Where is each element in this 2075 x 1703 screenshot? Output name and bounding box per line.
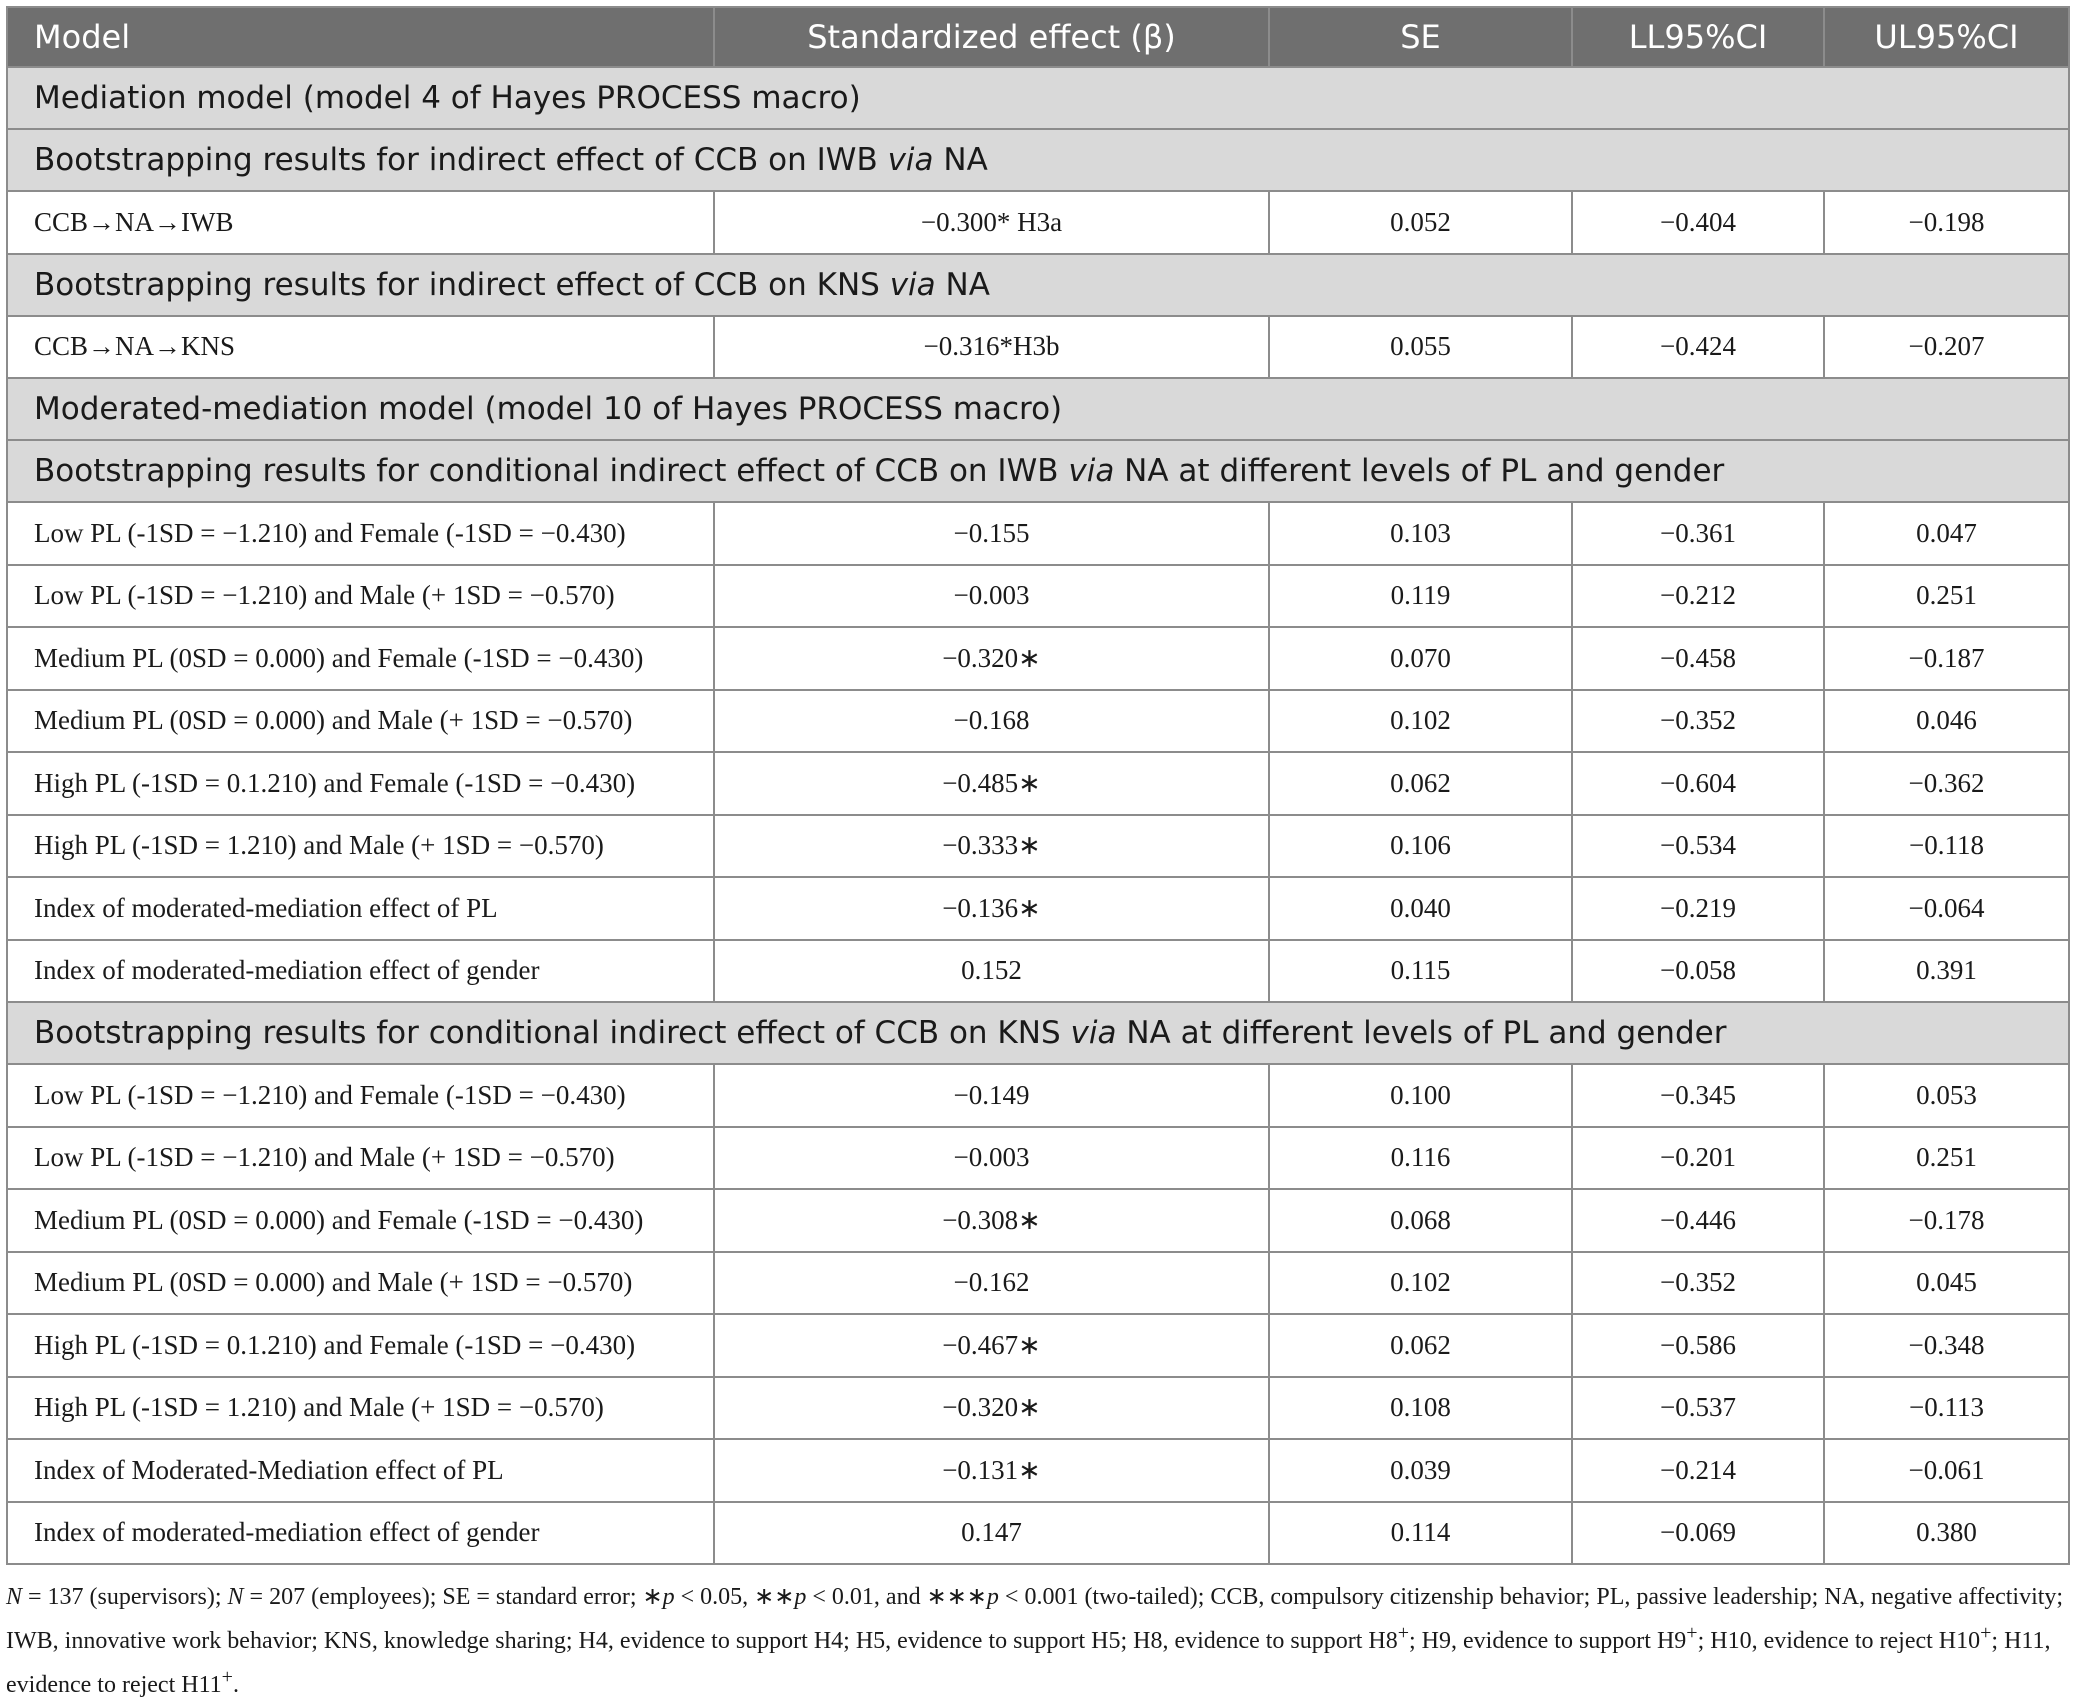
table-row <box>7 1189 2069 1252</box>
cell-standardized-effect: 0.152 <box>714 940 1269 1003</box>
cell-ul95ci: −0.348 <box>1824 1314 2069 1377</box>
column-header-ul95ci: UL95%CI <box>1824 7 2069 67</box>
cell-se: 0.116 <box>1269 1127 1572 1190</box>
cell-ll95ci: −0.058 <box>1572 940 1824 1003</box>
section-title-italic: via <box>1068 453 1115 489</box>
cell-model: Medium PL (0SD = 0.000) and Female (-1SD = −0.430) <box>7 1189 714 1252</box>
cell-ul95ci: −0.064 <box>1824 877 2069 940</box>
cell-model: Low PL (-1SD = −1.210) and Male (+ 1SD = −0.570) <box>7 1127 714 1190</box>
cell-standardized-effect: −0.003 <box>714 565 1269 628</box>
footnote-p-symbol-2: p <box>794 1584 807 1610</box>
cell-model: High PL (-1SD = 1.210) and Male (+ 1SD = −0.570) <box>7 1377 714 1440</box>
table-row <box>7 191 2069 254</box>
cell-model: CCB→NA→KNS <box>7 316 714 379</box>
table-row <box>7 1377 2069 1440</box>
section-title-text: Bootstrapping results for indirect effect of CCB on IWB <box>34 142 888 178</box>
cell-standardized-effect: −0.485∗ <box>714 752 1269 815</box>
cell-ul95ci: −0.113 <box>1824 1377 2069 1440</box>
cell-se: 0.119 <box>1269 565 1572 628</box>
cell-standardized-effect: −0.467∗ <box>714 1314 1269 1377</box>
cell-se: 0.114 <box>1269 1502 1572 1565</box>
table-row <box>7 877 2069 940</box>
cell-model: Low PL (-1SD = −1.210) and Female (-1SD = −0.430) <box>7 502 714 565</box>
table-row <box>7 752 2069 815</box>
table-row <box>7 690 2069 753</box>
cell-standardized-effect: −0.320∗ <box>714 1377 1269 1440</box>
cell-standardized-effect: −0.131∗ <box>714 1439 1269 1502</box>
cell-ul95ci: −0.178 <box>1824 1189 2069 1252</box>
table-footnote <box>6 1579 2068 1703</box>
cell-se: 0.039 <box>1269 1439 1572 1502</box>
cell-se: 0.062 <box>1269 752 1572 815</box>
cell-ul95ci: −0.207 <box>1824 316 2069 379</box>
section-title <box>7 440 2069 502</box>
cell-standardized-effect: −0.320∗ <box>714 627 1269 690</box>
cell-model: High PL (-1SD = 0.1.210) and Female (-1SD = −0.430) <box>7 752 714 815</box>
cell-model: Index of Moderated-Mediation effect of PL <box>7 1439 714 1502</box>
section-title <box>7 378 2069 440</box>
results-table <box>6 6 2070 1565</box>
cell-ul95ci: −0.061 <box>1824 1439 2069 1502</box>
cell-se: 0.068 <box>1269 1189 1572 1252</box>
cell-standardized-effect: −0.162 <box>714 1252 1269 1315</box>
cell-standardized-effect: −0.136∗ <box>714 877 1269 940</box>
section-title-text: NA at different levels of PL and gender <box>1116 1015 1727 1051</box>
footnote-n-symbol-2: N <box>227 1584 244 1610</box>
footnote-end: . <box>232 1672 239 1698</box>
column-header-standardized-effect: Standardized effect (β) <box>714 7 1269 67</box>
table-row <box>7 565 2069 628</box>
footnote-plus-4: + <box>221 1666 233 1688</box>
cell-se: 0.108 <box>1269 1377 1572 1440</box>
table-row <box>7 940 2069 1003</box>
cell-se: 0.040 <box>1269 877 1572 940</box>
footnote-h9: ; H9, evidence to support H9 <box>1409 1628 1687 1654</box>
cell-ll95ci: −0.352 <box>1572 690 1824 753</box>
cell-ll95ci: −0.424 <box>1572 316 1824 379</box>
cell-ll95ci: −0.458 <box>1572 627 1824 690</box>
cell-standardized-effect: 0.147 <box>714 1502 1269 1565</box>
cell-ul95ci: −0.362 <box>1824 752 2069 815</box>
section-header-row <box>7 1002 2069 1064</box>
column-header-ll95ci: LL95%CI <box>1572 7 1824 67</box>
cell-se: 0.062 <box>1269 1314 1572 1377</box>
cell-ll95ci: −0.534 <box>1572 815 1824 878</box>
cell-se: 0.103 <box>1269 502 1572 565</box>
section-title-text: Bootstrapping results for indirect effect of CCB on KNS <box>34 266 890 303</box>
cell-model: Medium PL (0SD = 0.000) and Male (+ 1SD = −0.570) <box>7 690 714 753</box>
footnote-abbreviations: < 0.001 (two-tailed); CCB, compulsory citizenship behavior; PL, passive leadership; NA, negative affectivity; IWB, innovative work behavior; KNS, knowledge sharing; H4, evidence to support H4; H5, evidence to support H5; H8, evidence to support H8 <box>6 1584 2064 1654</box>
table-row <box>7 502 2069 565</box>
cell-ul95ci: 0.391 <box>1824 940 2069 1003</box>
footnote-plus-3: + <box>1980 1622 1992 1644</box>
cell-standardized-effect: −0.149 <box>714 1064 1269 1127</box>
table-row <box>7 1252 2069 1315</box>
cell-standardized-effect: −0.308∗ <box>714 1189 1269 1252</box>
table-row <box>7 316 2069 379</box>
footnote-n-employees: = 207 (employees); SE = standard error; ∗ <box>243 1584 663 1610</box>
cell-ul95ci: 0.046 <box>1824 690 2069 753</box>
cell-standardized-effect: −0.300* H3a <box>714 191 1269 254</box>
footnote-plus-1: + <box>1397 1622 1409 1644</box>
cell-standardized-effect: −0.168 <box>714 690 1269 753</box>
cell-standardized-effect: −0.155 <box>714 502 1269 565</box>
cell-model: Index of moderated-mediation effect of PL <box>7 877 714 940</box>
cell-model: Medium PL (0SD = 0.000) and Female (-1SD = −0.430) <box>7 627 714 690</box>
section-title-text: NA at different levels of PL and gender <box>1114 453 1725 489</box>
cell-ll95ci: −0.604 <box>1572 752 1824 815</box>
cell-model: CCB→NA→IWB <box>7 191 714 254</box>
section-title-italic: via <box>887 142 934 178</box>
section-title-text: NA <box>935 266 990 303</box>
section-title <box>7 67 2069 129</box>
footnote-plus-2: + <box>1686 1622 1698 1644</box>
cell-model: High PL (-1SD = 0.1.210) and Female (-1SD = −0.430) <box>7 1314 714 1377</box>
table-row <box>7 1064 2069 1127</box>
cell-ul95ci: 0.045 <box>1824 1252 2069 1315</box>
cell-se: 0.052 <box>1269 191 1572 254</box>
footnote-n-supervisors: = 137 (supervisors); <box>22 1584 228 1610</box>
section-title <box>7 129 2069 191</box>
cell-standardized-effect: −0.003 <box>714 1127 1269 1190</box>
cell-ll95ci: −0.446 <box>1572 1189 1824 1252</box>
section-title-italic: via <box>889 266 936 303</box>
footnote-p-symbol-1: p <box>662 1584 675 1610</box>
table-row <box>7 627 2069 690</box>
cell-model: Index of moderated-mediation effect of gender <box>7 1502 714 1565</box>
table-row <box>7 1502 2069 1565</box>
footnote-n-symbol: N <box>6 1584 23 1610</box>
cell-ul95ci: −0.118 <box>1824 815 2069 878</box>
cell-ll95ci: −0.212 <box>1572 565 1824 628</box>
section-header-row <box>7 67 2069 129</box>
section-title-text: Bootstrapping results for conditional indirect effect of CCB on IWB <box>34 453 1069 489</box>
cell-se: 0.055 <box>1269 316 1572 379</box>
cell-standardized-effect: −0.333∗ <box>714 815 1269 878</box>
cell-ll95ci: −0.345 <box>1572 1064 1824 1127</box>
section-title-text: Bootstrapping results for conditional indirect effect of CCB on KNS <box>34 1015 1071 1051</box>
cell-se: 0.102 <box>1269 1252 1572 1315</box>
cell-ll95ci: −0.537 <box>1572 1377 1824 1440</box>
cell-se: 0.070 <box>1269 627 1572 690</box>
section-header-row <box>7 378 2069 440</box>
footnote-h10: ; H10, evidence to reject H10 <box>1697 1628 1981 1654</box>
cell-ll95ci: −0.069 <box>1572 1502 1824 1565</box>
cell-standardized-effect: −0.316*H3b <box>714 316 1269 379</box>
column-header-model: Model <box>7 7 714 67</box>
section-title-text: NA <box>933 142 988 178</box>
cell-ul95ci: 0.047 <box>1824 502 2069 565</box>
cell-ll95ci: −0.219 <box>1572 877 1824 940</box>
results-table-figure <box>6 6 2068 1703</box>
cell-model: Low PL (-1SD = −1.210) and Male (+ 1SD = −0.570) <box>7 565 714 628</box>
footnote-h11: ; H11, evidence to reject H11 <box>6 1628 2051 1698</box>
header-row <box>7 7 2069 67</box>
cell-ul95ci: 0.053 <box>1824 1064 2069 1127</box>
cell-ul95ci: 0.251 <box>1824 1127 2069 1190</box>
section-header-row <box>7 254 2069 316</box>
cell-se: 0.106 <box>1269 815 1572 878</box>
section-title-text: Mediation model (model 4 of Hayes PROCESS macro) <box>34 80 861 116</box>
table-row <box>7 1127 2069 1190</box>
table-row <box>7 1439 2069 1502</box>
column-header-se: SE <box>1269 7 1572 67</box>
table-row <box>7 815 2069 878</box>
cell-ul95ci: 0.380 <box>1824 1502 2069 1565</box>
cell-ul95ci: 0.251 <box>1824 565 2069 628</box>
table-body <box>7 67 2069 1564</box>
cell-model: Medium PL (0SD = 0.000) and Male (+ 1SD = −0.570) <box>7 1252 714 1315</box>
cell-model: Index of moderated-mediation effect of gender <box>7 940 714 1003</box>
cell-ll95ci: −0.352 <box>1572 1252 1824 1315</box>
cell-ul95ci: −0.187 <box>1824 627 2069 690</box>
table-row <box>7 1314 2069 1377</box>
cell-ll95ci: −0.201 <box>1572 1127 1824 1190</box>
section-title <box>7 1002 2069 1064</box>
cell-se: 0.115 <box>1269 940 1572 1003</box>
cell-ll95ci: −0.404 <box>1572 191 1824 254</box>
section-title-italic: via <box>1070 1015 1117 1051</box>
cell-model: High PL (-1SD = 1.210) and Male (+ 1SD = −0.570) <box>7 815 714 878</box>
cell-ll95ci: −0.214 <box>1572 1439 1824 1502</box>
cell-model: Low PL (-1SD = −1.210) and Female (-1SD = −0.430) <box>7 1064 714 1127</box>
cell-ll95ci: −0.586 <box>1572 1314 1824 1377</box>
cell-ll95ci: −0.361 <box>1572 502 1824 565</box>
section-title <box>7 254 2069 316</box>
footnote-p-threshold-2: < 0.01, and ∗∗∗ <box>806 1584 987 1610</box>
cell-se: 0.102 <box>1269 690 1572 753</box>
footnote-p-threshold-1: < 0.05, ∗∗ <box>674 1584 795 1610</box>
cell-ul95ci: −0.198 <box>1824 191 2069 254</box>
section-header-row <box>7 129 2069 191</box>
section-header-row <box>7 440 2069 502</box>
section-title-text: Moderated-mediation model (model 10 of Hayes PROCESS macro) <box>34 391 1063 427</box>
footnote-p-symbol-3: p <box>986 1584 999 1610</box>
cell-se: 0.100 <box>1269 1064 1572 1127</box>
